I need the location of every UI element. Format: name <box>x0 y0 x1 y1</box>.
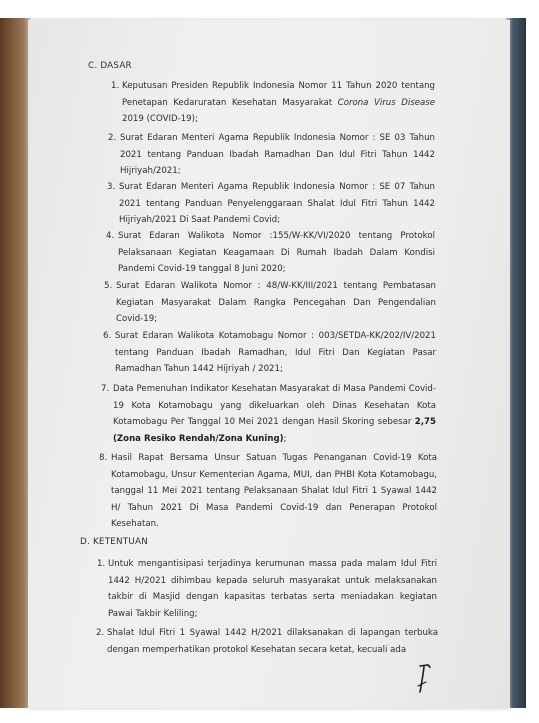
score-value: 2,75 <box>414 417 436 427</box>
list-text: Shalat Idul Fitri 1 Syawal 1442 H/2021 dilaksanakan di lapangan terbuka dengan memperhatikan protokol Kesehatan secara ketat, kecuali ada <box>107 628 438 655</box>
list-number: 1. <box>97 559 106 569</box>
list-text: Hasil Rapat Bersama Unsur Satuan Tugas Penanganan Covid-19 Kota Kotamobagu, Unsur Kementerian Agama, MUI, dan PHBI Kota Kotamobagu, tanggal 11 Mei 2021 tentang Pelaksanaan Shalat Idul Fitri 1 Syawal 1442 H/ Tahun 2021 Di Masa Pandemi Covid-19 dan Penerapan Protokol Kesehatan. <box>111 453 437 529</box>
list-item <box>103 328 436 378</box>
section-heading-dasar: C. DASAR <box>88 61 132 71</box>
list-text: Untuk mengantisipasi terjadinya kerumunan massa pada malam Idul Fitri 1442 H/2021 dihimbau kepada seluruh masyarakat untuk melaksanakan takbir di Masjid dengan kapasitas terbatas serta meniadakan kegiatan Pawai Takbir Keliling; <box>108 559 437 619</box>
list-item <box>107 179 435 229</box>
list-item <box>111 78 435 128</box>
list-text: Data Pemenuhan Indikator Kesehatan Masyarakat di Masa Pandemi Covid-19 Kota Kotamobagu yang dikeluarkan oleh Dinas Kesehatan Kota Kotamobagu Per Tanggal 10 Mei 2021 dengan Hasil Skoring sebesar 2,75 (Zona Resiko Rendah/Zona Kuning); <box>113 384 436 444</box>
list-item <box>101 381 436 447</box>
list-text: Surat Edaran Menteri Agama Republik Indonesia Nomor : SE 07 Tahun 2021 tentang Panduan Penyelenggaraan Shalat Idul Fitri Tahun 1442 Hijriyah/2021 Di Saat Pandemi Covid; <box>119 182 435 225</box>
section-heading-ketentuan: D. KETENTUAN <box>80 537 149 547</box>
list-number: 5. <box>104 281 113 291</box>
list-number: 8. <box>99 453 108 463</box>
list-number: 3. <box>107 182 116 192</box>
list-item <box>106 228 435 278</box>
list-number: 1. <box>111 81 120 91</box>
list-item <box>104 278 436 328</box>
list-text: Surat Edaran Walikota Nomor :155/W-KK/VI/2020 tentang Protokol Pelaksanaan Kegiatan Keagamaan Di Rumah Ibadah Dalam Kondisi Pandemi Covid-19 tanggal 8 Juni 2020; <box>118 231 435 274</box>
list-number: 4. <box>106 231 115 241</box>
initial-mark-icon <box>414 664 436 694</box>
list-text: Surat Edaran Menteri Agama Republik Indonesia Nomor : SE 03 Tahun 2021 tentang Panduan Ibadah Ramadhan Dan Idul Fitri Tahun 1442 Hijriyah/2021; <box>120 133 435 176</box>
list-text: Surat Edaran Walikota Kotamobagu Nomor : 003/SETDA-KK/202/IV/2021 tentang Panduan Ibadah Ramadhan, Idul Fitri Dan Kegiatan Pasar Ramadhan Tahun 1442 Hijriyah / 2021; <box>115 331 436 374</box>
list-item <box>96 625 438 658</box>
list-item <box>99 450 437 533</box>
list-item <box>97 556 437 622</box>
zone-label: (Zona Resiko Rendah/Zona Kuning) <box>113 433 284 444</box>
list-number: 6. <box>103 331 112 341</box>
list-number: 2. <box>96 628 105 638</box>
list-number: 7. <box>101 384 110 394</box>
list-item <box>108 130 435 180</box>
list-text: Keputusan Presiden Republik Indonesia Nomor 11 Tahun 2020 tentang Penetapan Kedaruratan Kesehatan Masyarakat Corona Virus Disease 2019 (COVID-19); <box>122 81 436 124</box>
list-number: 2. <box>108 133 117 143</box>
list-text: Surat Edaran Walikota Nomor : 48/W-KK/III/2021 tentang Pembatasan Kegiatan Masyarakat Dalam Rangka Pencegahan Dan Pengendalian Covid-19; <box>116 281 436 324</box>
